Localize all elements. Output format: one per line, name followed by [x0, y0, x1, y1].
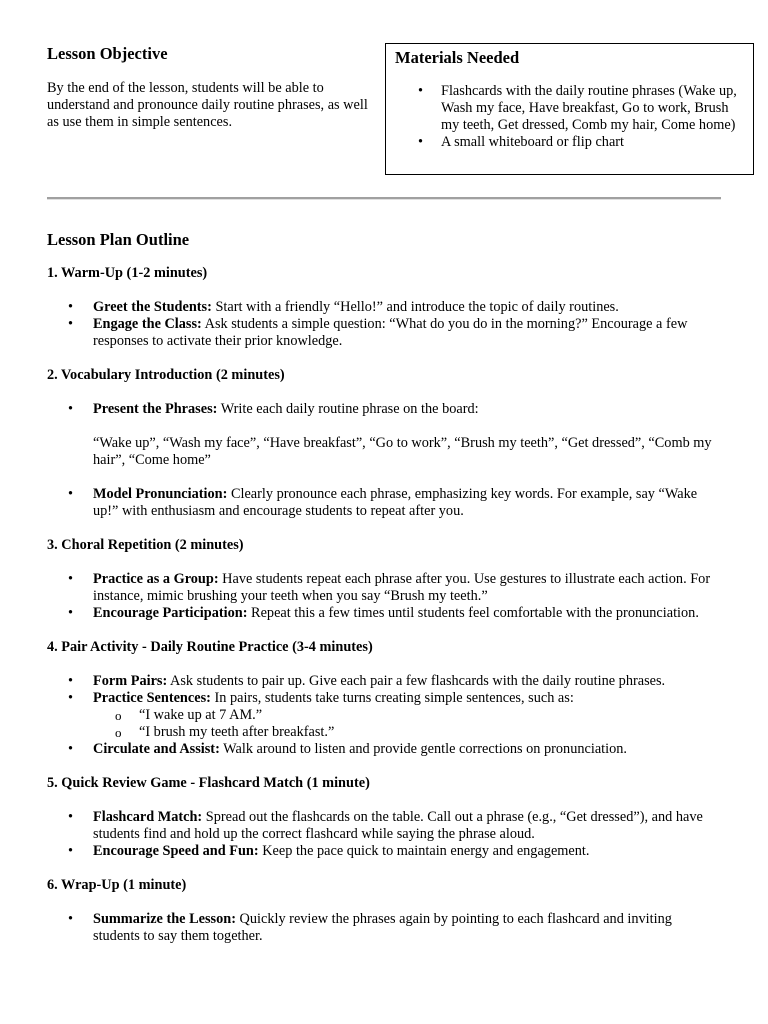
section-heading: 5. Quick Review Game - Flashcard Match (1 minute)	[47, 775, 370, 791]
item-label: Engage the Class:	[93, 316, 202, 332]
list-item	[93, 809, 721, 843]
item-text: Spread out the flashcards on the table. Call out a phrase (e.g., “Get dressed”), and have students find and hold up the correct flashcard while saying the phrase aloud.	[93, 809, 703, 842]
list-item	[93, 571, 721, 605]
section-pair-activity	[47, 639, 721, 758]
item-text: Write each daily routine phrase on the board:	[217, 401, 479, 417]
materials-needed-box	[385, 43, 754, 175]
item-label: Present the Phrases:	[93, 401, 218, 417]
item-label: Form Pairs:	[93, 673, 168, 689]
item-text: Ask students to pair up. Give each pair a few flashcards with the daily routine phrases.	[167, 673, 666, 689]
section-items	[47, 299, 721, 350]
item-text: Ask students a simple question: “What do you do in the morning?” Encourage a few responses to activate their prior knowledge.	[93, 316, 688, 349]
section-items	[47, 571, 721, 622]
section-choral-repetition	[47, 537, 721, 622]
list-item	[93, 741, 721, 758]
section-warm-up	[47, 265, 721, 350]
section-wrap-up	[47, 877, 721, 945]
list-item	[93, 605, 721, 622]
item-label: Encourage Speed and Fun:	[93, 843, 259, 859]
item-text: Walk around to listen and provide gentle corrections on pronunciation.	[219, 741, 627, 757]
item-label: Model Pronunciation:	[93, 486, 228, 502]
item-label: Flashcard Match:	[93, 809, 203, 825]
item-text: Quickly review the phrases again by pointing to each flashcard and inviting students to say them together.	[93, 911, 672, 944]
item-label: Practice Sentences:	[93, 690, 211, 706]
section-items	[47, 911, 721, 945]
list-item	[93, 486, 721, 520]
section-quick-review-game	[47, 775, 721, 860]
section-heading: 6. Wrap-Up (1 minute)	[47, 877, 187, 893]
list-item	[93, 673, 721, 690]
list-item	[93, 911, 721, 945]
item-label: Circulate and Assist:	[93, 741, 220, 757]
list-item	[93, 299, 721, 316]
item-label: Practice as a Group:	[93, 571, 219, 587]
section-heading: 2. Vocabulary Introduction (2 minutes)	[47, 367, 285, 383]
list-item	[93, 690, 721, 741]
list-item	[93, 316, 721, 350]
lesson-plan-outline-title: Lesson Plan Outline	[47, 230, 190, 249]
horizontal-divider	[47, 197, 721, 200]
example-sentence: o “I wake up at 7 AM.”	[139, 707, 721, 724]
lesson-objective-text: By the end of the lesson, students will be able to understand and pronounce daily routine phrases, as well as use them in simple sentences.	[47, 80, 368, 130]
section-vocabulary-introduction	[47, 367, 721, 520]
lesson-plan-outline	[47, 230, 721, 962]
section-items	[47, 809, 721, 860]
item-label: Greet the Students:	[93, 299, 212, 315]
materials-list-item: • Flashcards with the daily routine phrases (Wake up, Wash my face, Have breakfast, Go to work, Brush my teeth, Get dressed, Comb my hair, Come home)	[441, 83, 741, 134]
item-text: Start with a friendly “Hello!” and introduce the topic of daily routines.	[211, 299, 619, 315]
item-text: Repeat this a few times until students feel comfortable with the pronunciation.	[247, 605, 699, 621]
item-text: Clearly pronounce each phrase, emphasizing key words. For example, say “Wake up!” with enthusiasm and encourage students to repeat after you.	[93, 486, 698, 519]
lesson-objective-section	[47, 44, 372, 131]
section-items	[47, 401, 721, 520]
example-sentences-list	[93, 707, 721, 741]
phrases-quote: “Wake up”, “Wash my face”, “Have breakfast”, “Go to work”, “Brush my teeth”, “Get dressed”, “Comb my hair”, “Come home”	[93, 435, 712, 468]
section-items	[47, 673, 721, 758]
materials-list	[386, 83, 753, 151]
list-item	[93, 843, 721, 860]
item-text: Have students repeat each phrase after you. Use gestures to illustrate each action. For instance, mimic brushing your teeth when you say “Brush my teeth.”	[93, 571, 711, 604]
section-heading: 4. Pair Activity - Daily Routine Practice (3-4 minutes)	[47, 639, 373, 655]
section-heading: 1. Warm-Up (1-2 minutes)	[47, 265, 208, 281]
item-text: In pairs, students take turns creating simple sentences, such as:	[210, 690, 574, 706]
item-label: Encourage Participation:	[93, 605, 248, 621]
section-heading: 3. Choral Repetition (2 minutes)	[47, 537, 244, 553]
item-text: Keep the pace quick to maintain energy and engagement.	[258, 843, 590, 859]
lesson-objective-title: Lesson Objective	[47, 44, 168, 63]
list-item	[93, 401, 721, 469]
materials-needed-title: Materials Needed	[395, 48, 520, 67]
materials-list-item: • A small whiteboard or flip chart	[441, 134, 741, 151]
example-sentence: o “I brush my teeth after breakfast.”	[139, 724, 721, 741]
item-label: Summarize the Lesson:	[93, 911, 236, 927]
